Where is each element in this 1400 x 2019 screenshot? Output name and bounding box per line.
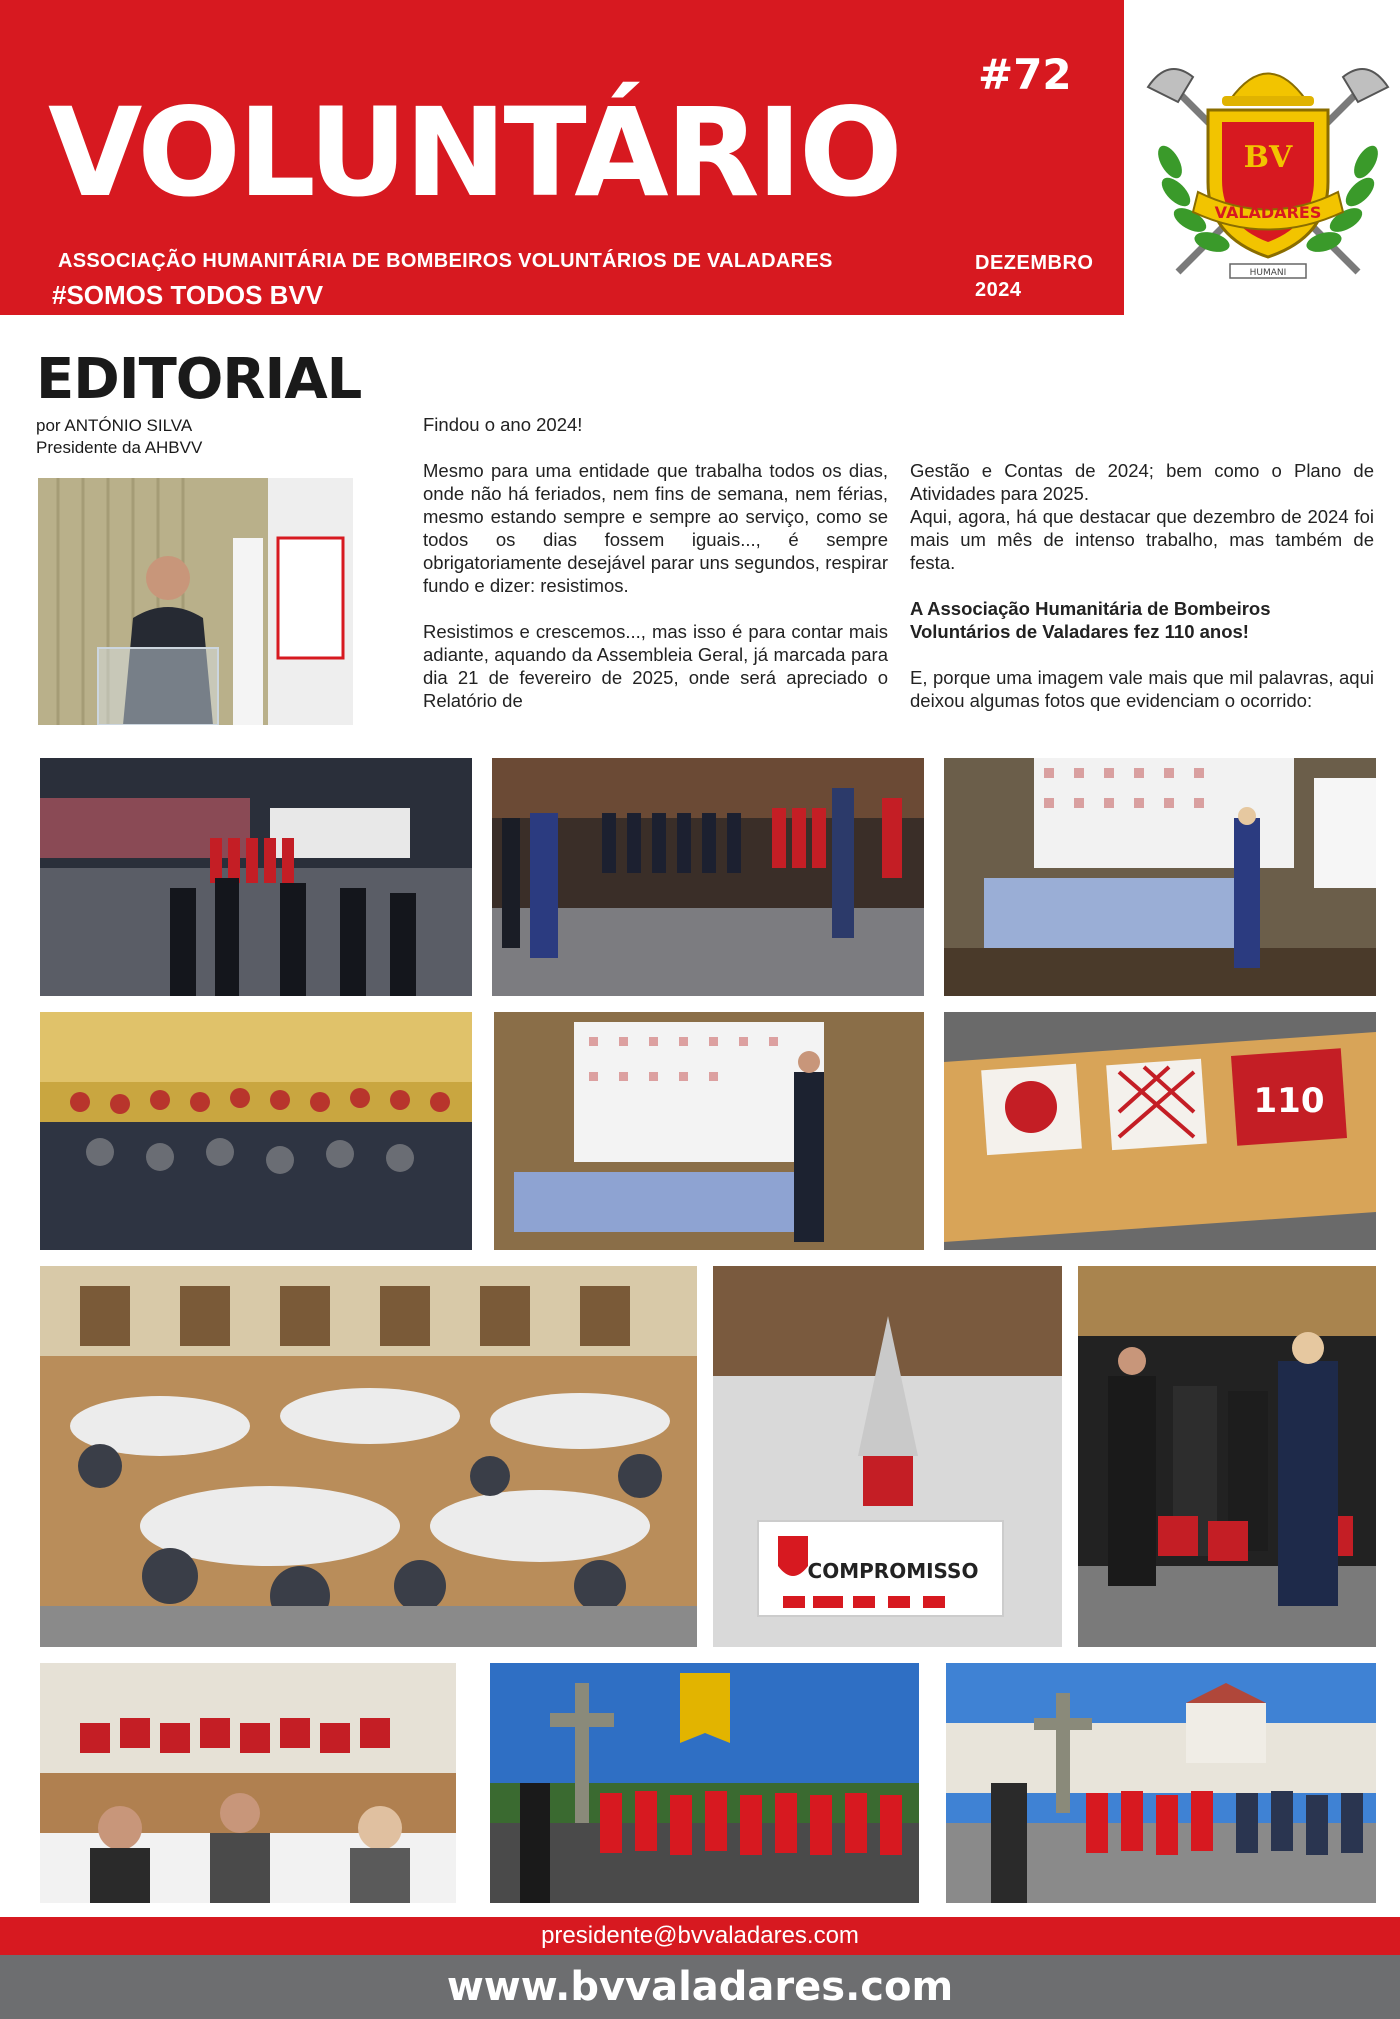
editorial-author xyxy=(36,415,202,459)
editorial-speaker-photo xyxy=(38,478,353,725)
photo-anniversary-cake xyxy=(944,1012,1376,1250)
editorial-column-1 xyxy=(423,413,888,712)
photo-table-centerpiece xyxy=(713,1266,1062,1647)
svg-text:BV: BV xyxy=(1243,140,1293,175)
issue-number: #72 xyxy=(978,50,1072,99)
anniversary-highlight: A Associação Humanitária de Bombeiros Voluntários de Valadares fez 110 anos! xyxy=(910,598,1271,642)
photo-night-ceremony xyxy=(492,758,924,996)
firefighters-crest-icon xyxy=(1138,42,1398,302)
issue-date xyxy=(975,250,1093,304)
editorial-heading: EDITORIAL xyxy=(36,347,362,412)
photo-speech-podium xyxy=(944,758,1376,996)
author-role: Presidente da AHBVV xyxy=(36,438,203,457)
association-name: ASSOCIAÇÃO HUMANITÁRIA DE BOMBEIROS VOLUNTÁRIOS DE VALADARES xyxy=(58,250,833,272)
photo-cemetery-tribute xyxy=(946,1663,1376,1903)
masthead xyxy=(0,0,1124,315)
photo-speaker-stage xyxy=(494,1012,924,1250)
editorial-paragraph: Resistimos e crescemos..., mas isso é para contar mais adiante, aquando da Assembleia Geral, já marcada para dia 21 de fevereiro de 2025, onde será apreciado o Relatório de xyxy=(423,621,888,711)
editorial-paragraph: Aqui, agora, há que destacar que dezembro de 2024 foi mais um mês de intenso trabalho, mas também de festa. xyxy=(910,506,1374,573)
svg-text:VALADARES: VALADARES xyxy=(1214,203,1322,222)
editorial-column-2 xyxy=(910,459,1374,712)
photo-stage-presenters xyxy=(1078,1266,1376,1647)
issue-month: DEZEMBRO xyxy=(975,252,1094,274)
svg-text:HUMANI: HUMANI xyxy=(1249,268,1287,278)
publication-title: VOLUNTÁRIO xyxy=(48,82,900,224)
photo-parade-formation xyxy=(40,758,472,996)
editorial-paragraph: E, porque uma imagem vale mais que mil palavras, aqui deixou algumas fotos que evidenciam o ocorrido: xyxy=(910,667,1374,711)
svg-text:COMPROMISSO: COMPROMISSO xyxy=(807,1559,979,1583)
author-name: por ANTÓNIO SILVA xyxy=(36,416,193,435)
svg-text:110: 110 xyxy=(1253,1081,1325,1121)
photo-audience-seated xyxy=(40,1012,472,1250)
photo-memorial-ceremony xyxy=(490,1663,919,1903)
editorial-paragraph: Findou o ano 2024! xyxy=(423,414,583,435)
photo-dinner-hall xyxy=(40,1266,697,1647)
footer-website[interactable]: www.bvvaladares.com xyxy=(0,1955,1400,2019)
issue-year: 2024 xyxy=(975,279,1022,301)
photo-guests-table xyxy=(40,1663,456,1903)
editorial-paragraph: Mesmo para uma entidade que trabalha todos os dias, onde não há feriados, nem fins de semana, nem férias, mesmo estando sempre e sempre ao serviço, como se todos os dias fossem iguais..., é sempre obrigatoriamente desejável parar uns segundos, respirar fundo e dizer: resistimos. xyxy=(423,460,888,596)
footer-email[interactable]: presidente@bvvaladares.com xyxy=(0,1917,1400,1955)
editorial-paragraph: Gestão e Contas de 2024; bem como o Plano de Atividades para 2025. xyxy=(910,460,1374,504)
hashtag: #SOMOS TODOS BVV xyxy=(52,280,324,310)
